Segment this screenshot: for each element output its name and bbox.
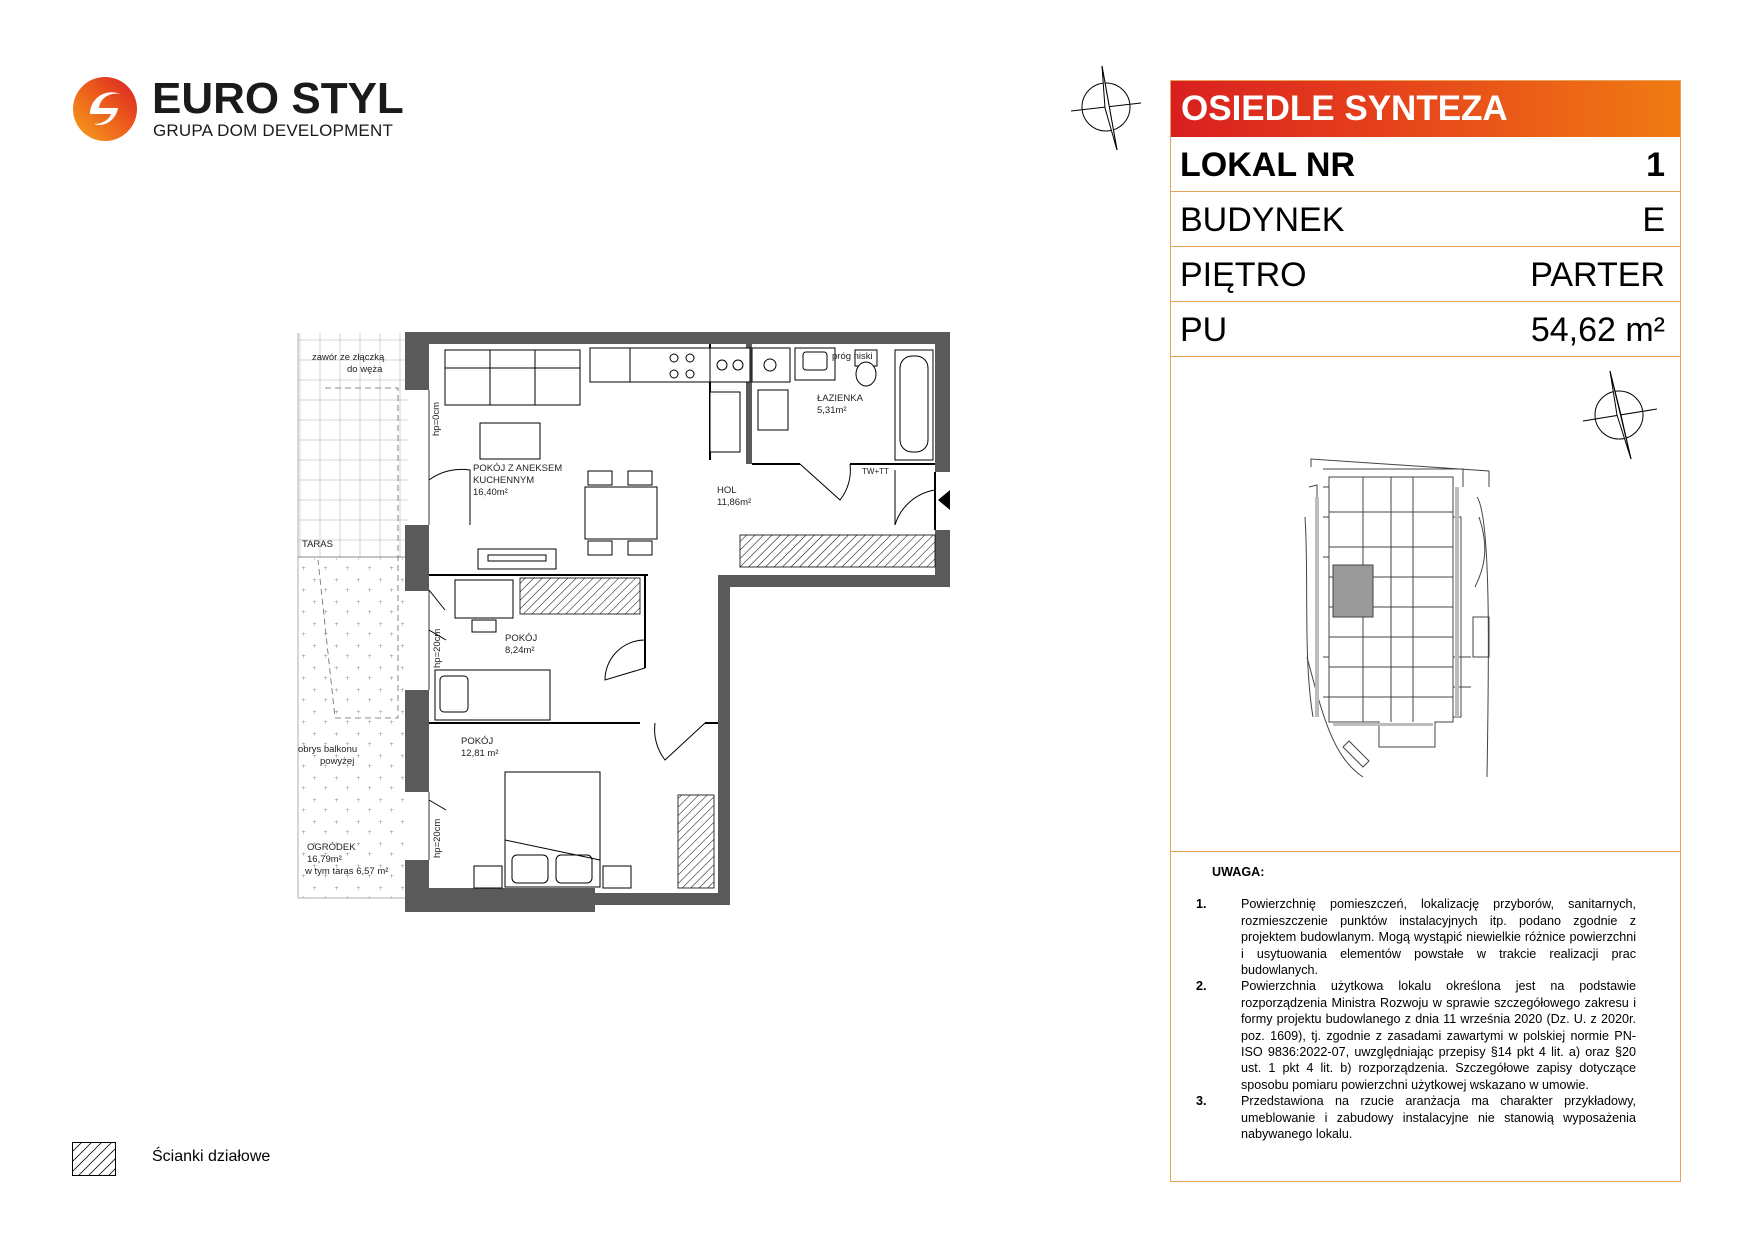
info-row-unit	[1171, 137, 1680, 192]
info-row-floor	[1171, 247, 1680, 302]
legend-label: Ścianki działowe	[152, 1148, 271, 1165]
north-arrow-icon	[1065, 62, 1149, 154]
area-label: PU	[1180, 311, 1228, 349]
info-title-bar	[1171, 81, 1680, 137]
brand-subtitle: GRUPA DOM DEVELOPMENT	[153, 121, 394, 140]
note-text: Przedstawiona na rzucie aranżacja ma charakter przykładowy, umeblowanie i zabudowy instalacyjne nie stanowią wyposażenia nabywanego lokalu.	[1241, 1094, 1636, 1142]
plan-label-room2: POKÓJ	[461, 736, 494, 747]
plan-label-bath: ŁAZIENKA	[817, 393, 863, 404]
floor-plan	[290, 325, 960, 925]
notes-section	[1196, 864, 1636, 1143]
estate-name: OSIEDLE SYNTEZA	[1181, 89, 1508, 128]
floor-value: PARTER	[1530, 256, 1665, 294]
note-item	[1196, 896, 1636, 978]
area-value: 54,62 m²	[1530, 311, 1665, 349]
building-value: E	[1642, 201, 1665, 239]
plan-label-hp20-b: hp=20cm	[432, 818, 443, 858]
note-text: Powierzchnię pomieszczeń, lokalizację przyborów, sanitarnych, rozmieszczenie punktów instalacyjnych itp. podano zgodnie z projektem budowlanym. Mogą wystąpić niewielkie różnice powierzchni i usytuowania elementów powstałe w trakcie realizacji prac budowlanych.	[1241, 897, 1636, 978]
info-row-area	[1171, 302, 1680, 357]
notes-title: UWAGA:	[1212, 865, 1265, 879]
entrance-arrow-icon	[938, 490, 950, 510]
floor-label: PIĘTRO	[1180, 256, 1307, 294]
plan-label-garden: OGRÓDEK	[307, 842, 356, 853]
plan-label-low-threshold: próg niski	[832, 351, 873, 362]
note-number: 3.	[1196, 1094, 1207, 1109]
plan-label-hp0: hp=0cm	[431, 401, 442, 436]
plan-label-balcony-1: obrys balkonu	[298, 744, 358, 755]
north-arrow-icon	[1579, 367, 1661, 463]
note-text: Powierzchnia użytkowa lokalu określona jest na podstawie rozporządzenia Ministra Rozwoju w sprawie szczegółowego zakresu i formy projektu budowlanego z dnia 11 września 2020 (Dz. U. z 2020r. poz. 1609), tj. zgodnie z zasadami zawartymi w polskiej normie PN-ISO 9836:2022-07, uwzględniając przepisy §14 pkt 4 lit. a) oraz §20 ust. 1 pkt 4 lit. b) rozporządzenia. Szczegółowe zapisy dotyczące sposobu pomiaru powierzchni użytkowej wskazano w umowie.	[1241, 979, 1636, 1092]
note-number: 1.	[1196, 897, 1207, 912]
euro-styl-logo-icon	[72, 76, 138, 142]
plan-label-living-1: POKÓJ Z ANEKSEM	[473, 463, 563, 474]
plan-label-hp20-a: hp=20cm	[432, 628, 443, 668]
note-number: 2.	[1196, 979, 1207, 994]
plan-label-hall-area: 11,86m²	[717, 497, 752, 508]
plan-label-balcony-2: powyżej	[320, 756, 355, 767]
plan-label-valve-1: zawór ze złączką	[312, 352, 385, 363]
building-label: BUDYNEK	[1180, 201, 1345, 239]
notes-divider	[1171, 851, 1680, 852]
terrace-area	[298, 333, 408, 898]
unit-label: LOKAL NR	[1180, 146, 1356, 184]
site-key-plan	[1303, 457, 1493, 787]
partition-wall-hatch-icon	[72, 1142, 116, 1176]
plan-label-living-2: KUCHENNYM	[473, 475, 535, 486]
plan-label-living-area: 16,40m²	[473, 487, 508, 498]
note-item	[1196, 1093, 1636, 1142]
note-item	[1196, 978, 1636, 1093]
plan-label-bath-area: 5,31m²	[817, 405, 847, 416]
plan-label-valve-2: do węża	[347, 364, 383, 375]
plan-label-tw-tt: TW+TT	[862, 467, 889, 476]
plan-label-garden-terrace: w tym taras 6,57 m²	[305, 866, 389, 877]
info-row-building	[1171, 192, 1680, 247]
plan-label-room1-area: 8,24m²	[505, 645, 535, 656]
brand-name: EURO STYL	[152, 74, 404, 123]
plan-label-room2-area: 12,81 m²	[461, 748, 499, 759]
plan-label-garden-area: 16,79m²	[307, 854, 342, 865]
highlighted-unit	[1333, 565, 1373, 617]
plan-label-room1: POKÓJ	[505, 633, 538, 644]
unit-value: 1	[1646, 146, 1665, 184]
plan-label-terrace: TARAS	[302, 539, 333, 550]
plan-label-hall: HOL	[717, 485, 737, 496]
